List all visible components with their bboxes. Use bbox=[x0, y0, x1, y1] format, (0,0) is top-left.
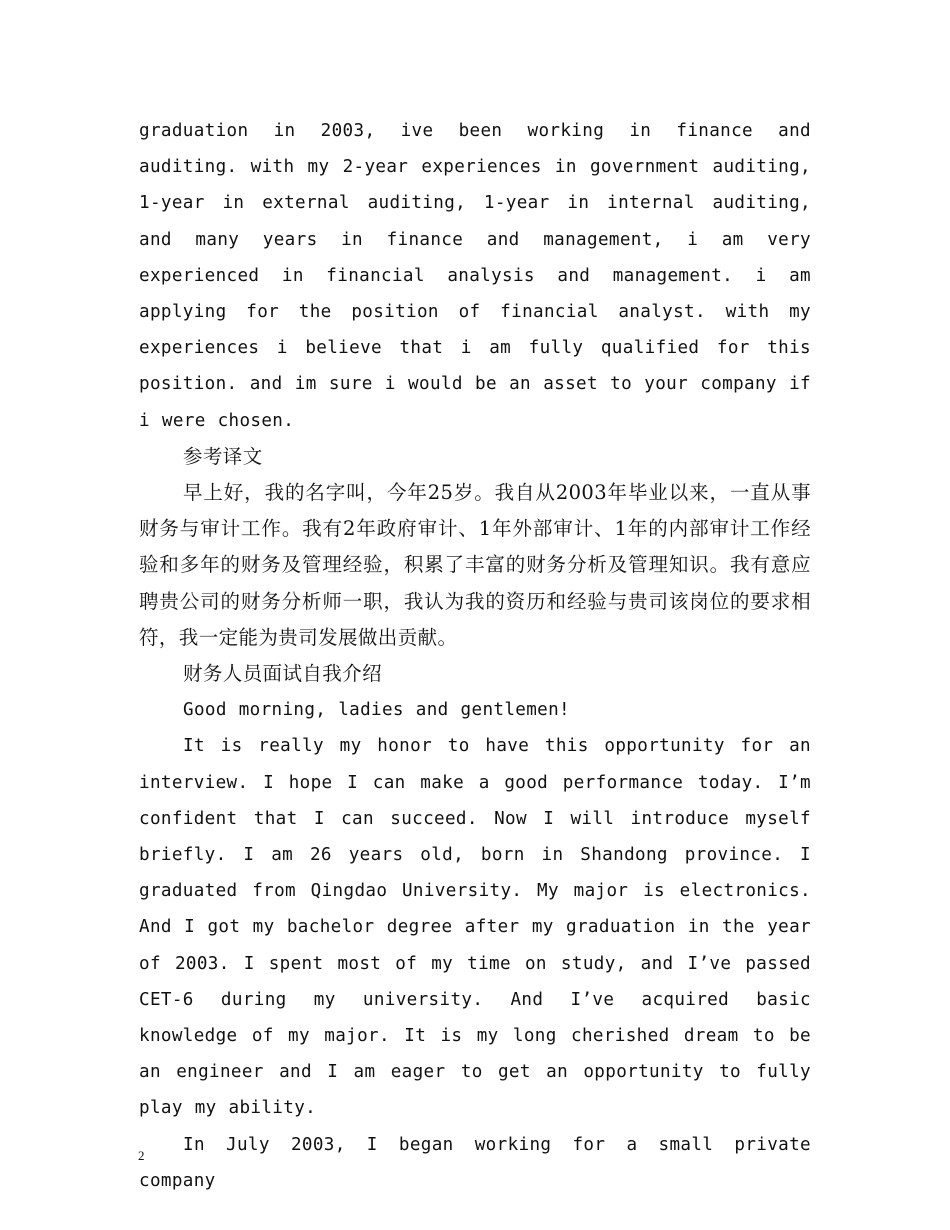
paragraph-greeting: Good morning, ladies and gentlemen! bbox=[183, 700, 570, 721]
paragraph-english-intro: graduation in 2003, ive been working in finance and auditing. with my 2-year experiences in government auditing, 1-year in external auditing, 1-year in internal auditing, and many years in finance and management, i am very experienced in financial analysis and management. i am applying for the position of financial analyst. with my experiences i believe that i am fully qualified for this position. and im sure i would be an asset to your company if i were chosen. bbox=[139, 121, 811, 431]
paragraph-chinese-translation: 早上好，我的名字叫，今年25岁。我自从2003年毕业以来，一直从事财务与审计工作。我有2年政府审计、1年外部审计、1年的内部审计工作经验和多年的财务及管理经验，积累了丰富的财务分析及管理知识。我有意应聘贵公司的财务分析师一职，我认为我的资历和经验与贵司该岗位的要求相符，我一定能为贵司发展做出贡献。 bbox=[139, 481, 811, 649]
heading-finance-interview-intro: 财务人员面试自我介绍 bbox=[183, 662, 383, 686]
heading-reference-translation: 参考译文 bbox=[183, 444, 263, 468]
page-number: 2 bbox=[138, 1148, 145, 1163]
document-body bbox=[139, 113, 811, 1199]
paragraph-self-introduction: It is really my honor to have this opportunity for an interview. I hope I can make a good performance today. I’m confident that I can succeed. Now I will introduce myself briefly. I am 26 years old, born in Shandong province. I graduated from Qingdao University. My major is electronics. And I got my bachelor degree after my graduation in the year of 2003. I spent most of my time on study, and I’ve passed CET-6 during my university. And I’ve acquired basic knowledge of my major. It is my long cherished dream to be an engineer and I am eager to get an opportunity to fully play my ability. bbox=[139, 736, 811, 1119]
paragraph-work-history-start: In July 2003, I began working for a small private company bbox=[139, 1134, 811, 1191]
